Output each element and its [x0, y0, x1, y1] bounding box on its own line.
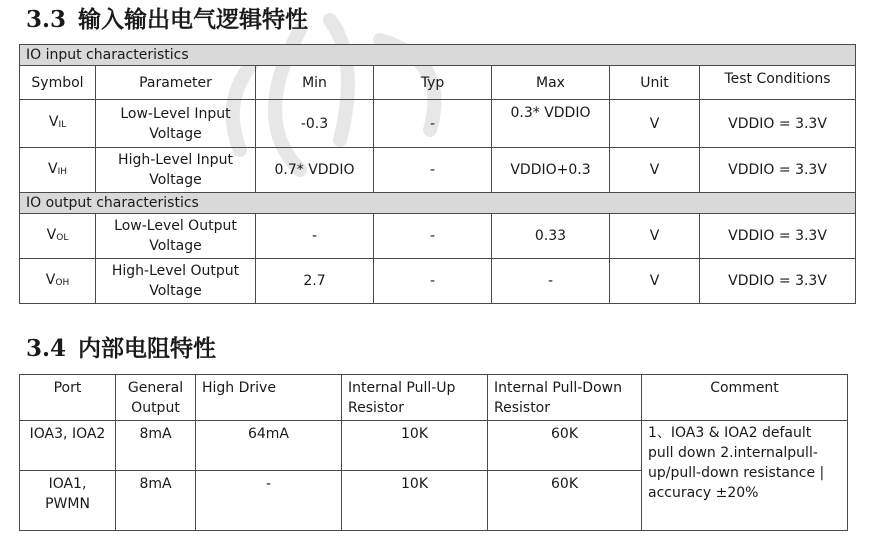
table-row	[20, 421, 848, 471]
symbol-main: V	[48, 160, 58, 177]
unit-cell: V	[610, 148, 700, 193]
conditions-cell: VDDIO = 3.3V	[700, 259, 856, 304]
table-row	[20, 259, 856, 304]
symbol-cell	[20, 214, 96, 259]
symbol-main: V	[48, 114, 59, 130]
min-cell: -0.3	[256, 100, 374, 148]
symbol-main: V	[45, 271, 56, 288]
header-cell: Internal Pull-Up Resistor	[342, 375, 488, 421]
header-cell: General Output	[116, 375, 196, 421]
unit-cell: V	[610, 259, 700, 304]
symbol-subscript: OH	[55, 277, 70, 288]
section-heading-3-3	[26, 5, 308, 35]
header-cell: Symbol	[20, 66, 96, 100]
max-cell: 0.33	[492, 214, 610, 259]
symbol-cell	[20, 259, 96, 304]
section-number: 3.4	[26, 335, 67, 362]
unit-cell: V	[610, 214, 700, 259]
pull-up-cell: 10K	[342, 421, 488, 471]
section-label: IO output characteristics	[20, 193, 856, 214]
header-cell: Unit	[610, 66, 700, 100]
section-title: 输入输出电气逻辑特性	[78, 6, 309, 33]
symbol-subscript: IH	[57, 166, 67, 177]
header-cell: Min	[256, 66, 374, 100]
unit-cell: V	[610, 100, 700, 148]
table-row	[20, 214, 856, 259]
header-cell: Comment	[642, 375, 848, 421]
section-title: 内部电阻特性	[78, 335, 217, 362]
typ-cell: -	[374, 100, 492, 148]
max-cell: VDDIO+0.3	[492, 148, 610, 193]
pull-down-cell: 60K	[488, 471, 642, 531]
comment-cell: 1、IOA3 & IOA2 default pull down 2.internalpull-up/pull-down resistance | accuracy ±20%	[642, 421, 848, 531]
header-cell: Parameter	[96, 66, 256, 100]
pull-down-cell: 60K	[488, 421, 642, 471]
general-output-cell: 8mA	[116, 471, 196, 531]
section-row	[20, 45, 856, 66]
header-cell: Max	[492, 66, 610, 100]
section-row	[20, 193, 856, 214]
section-heading-3-4	[26, 334, 216, 364]
high-drive-cell: -	[196, 471, 342, 531]
conditions-cell: VDDIO = 3.3V	[700, 214, 856, 259]
conditions-cell: VDDIO = 3.3V	[700, 100, 856, 148]
pull-up-cell: 10K	[342, 471, 488, 531]
header-cell: Internal Pull-Down Resistor	[488, 375, 642, 421]
min-cell: 2.7	[256, 259, 374, 304]
header-cell: Typ	[374, 66, 492, 100]
header-row	[20, 375, 848, 421]
header-row	[20, 66, 856, 100]
min-cell: 0.7* VDDIO	[256, 148, 374, 193]
parameter-cell: High-Level Output Voltage	[96, 259, 256, 304]
header-cell: Test Conditions	[700, 66, 856, 100]
symbol-subscript: OL	[56, 232, 69, 243]
max-cell: -	[492, 259, 610, 304]
parameter-cell: Low-Level Output Voltage	[96, 214, 256, 259]
general-output-cell: 8mA	[116, 421, 196, 471]
symbol-main: V	[46, 226, 57, 243]
symbol-cell	[20, 148, 96, 193]
conditions-cell: VDDIO = 3.3V	[700, 148, 856, 193]
header-cell: Port	[20, 375, 116, 421]
high-drive-cell: 64mA	[196, 421, 342, 471]
io-characteristics-table	[19, 44, 856, 304]
typ-cell: -	[374, 214, 492, 259]
table-row	[20, 100, 856, 148]
header-cell: High Drive	[196, 375, 342, 421]
typ-cell: -	[374, 148, 492, 193]
symbol-subscript: IL	[58, 120, 67, 130]
section-label: IO input characteristics	[20, 45, 856, 66]
port-cell: IOA1, PWMN	[20, 471, 116, 531]
parameter-cell: High-Level Input Voltage	[96, 148, 256, 193]
resistor-characteristics-table	[19, 374, 848, 531]
max-cell: 0.3* VDDIO	[492, 100, 610, 148]
port-cell: IOA3, IOA2	[20, 421, 116, 471]
section-number: 3.3	[26, 6, 67, 33]
symbol-cell	[20, 100, 96, 148]
table-row	[20, 148, 856, 193]
typ-cell: -	[374, 259, 492, 304]
parameter-cell: Low-Level Input Voltage	[96, 100, 256, 148]
min-cell: -	[256, 214, 374, 259]
